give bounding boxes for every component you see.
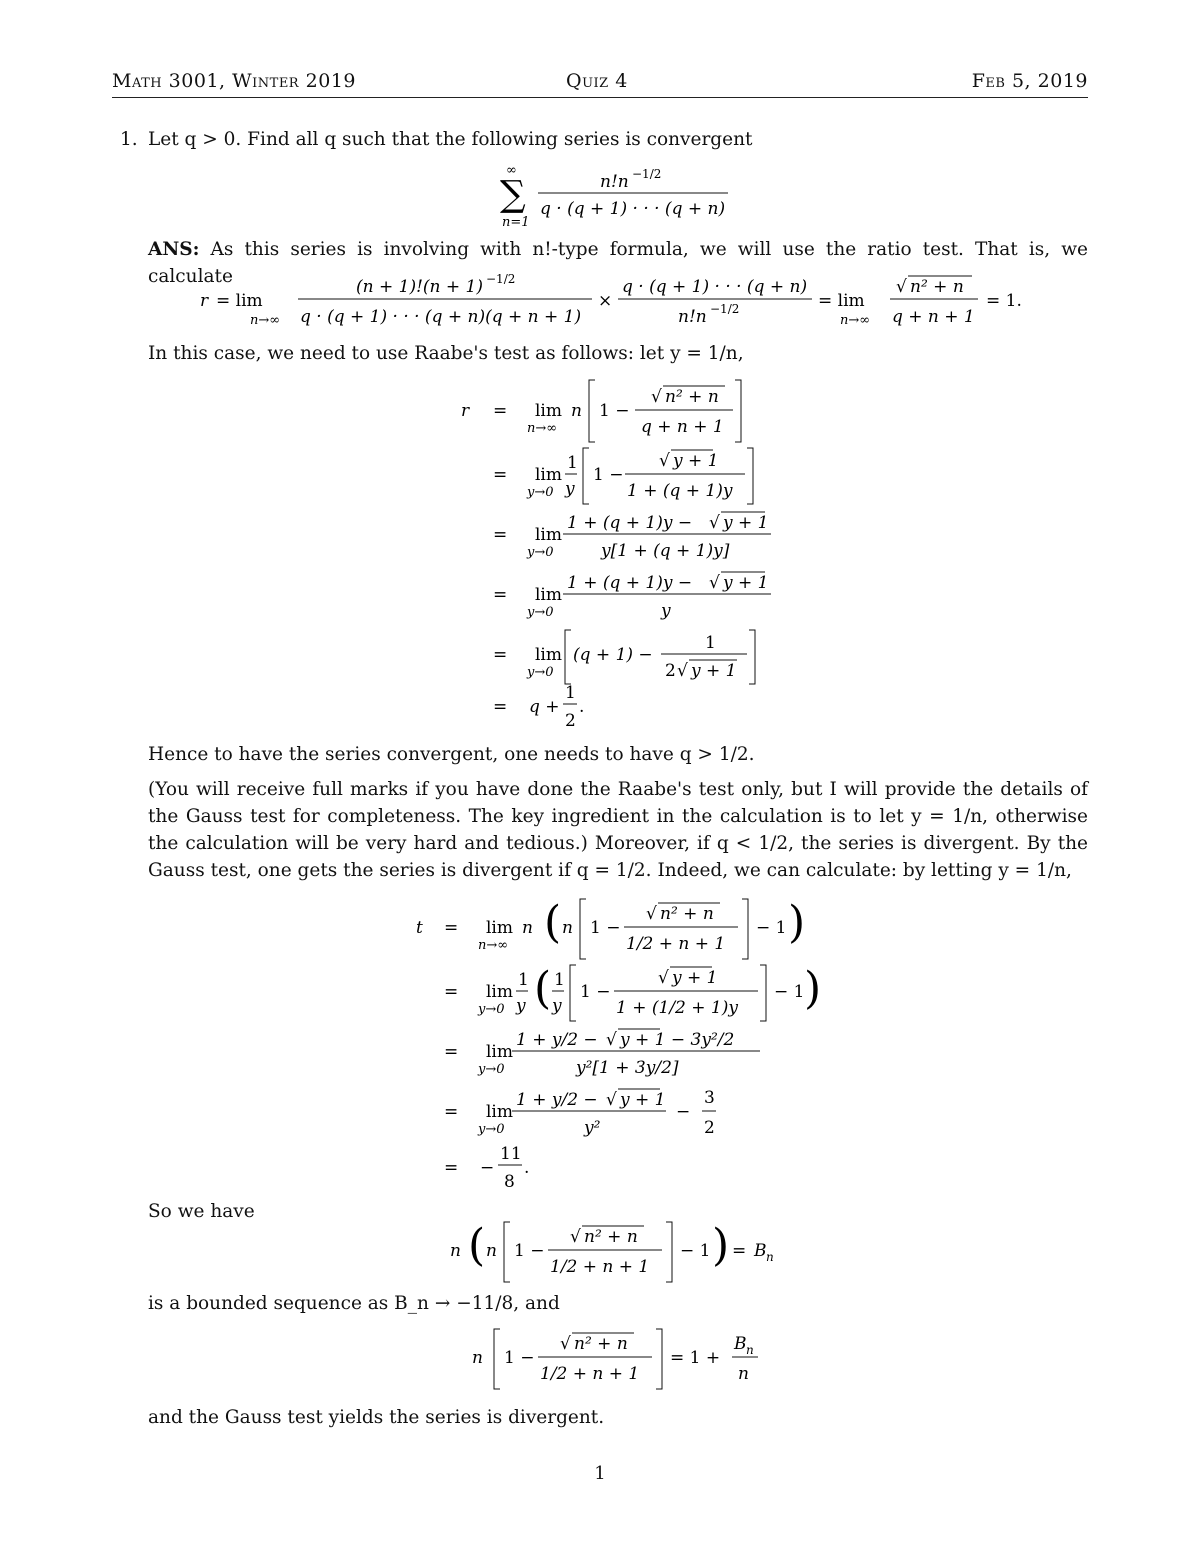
svg-text:1/2 + n + 1: 1/2 + n + 1 bbox=[626, 934, 726, 954]
svg-text:√: √ bbox=[560, 1334, 571, 1354]
svg-text:y→0: y→0 bbox=[527, 545, 554, 560]
svg-text:y + 1: y + 1 bbox=[691, 661, 737, 681]
svg-text:n→∞: n→∞ bbox=[527, 421, 558, 436]
svg-text:=: = bbox=[493, 585, 508, 605]
svg-text:q · (q + 1) · · · (q + n): q · (q + 1) · · · (q + n) bbox=[622, 277, 808, 297]
svg-text:√: √ bbox=[659, 451, 670, 471]
svg-text:= 1.: = 1. bbox=[986, 291, 1022, 311]
svg-text:q · (q + 1) · · · (q + n): q · (q + 1) · · · (q + n) bbox=[540, 199, 726, 219]
svg-text:−1/2: −1/2 bbox=[486, 272, 516, 286]
svg-text:y + 1: y + 1 bbox=[620, 1090, 666, 1110]
raabe-derivation bbox=[455, 372, 785, 737]
bn-equation bbox=[448, 1216, 798, 1286]
svg-text:y + 1: y + 1 bbox=[723, 573, 769, 593]
svg-text:=: = bbox=[444, 1042, 459, 1062]
svg-text:n² + n: n² + n bbox=[660, 904, 714, 924]
svg-text:n→∞: n→∞ bbox=[250, 313, 281, 328]
svg-text:√: √ bbox=[709, 573, 720, 593]
svg-text:n² + n: n² + n bbox=[910, 277, 964, 297]
svg-text:): ) bbox=[788, 897, 806, 948]
page-number: 1 bbox=[594, 1463, 606, 1484]
svg-text:√: √ bbox=[658, 968, 669, 988]
svg-text:1 + y/2 −: 1 + y/2 − bbox=[516, 1090, 598, 1110]
svg-text:1/2 + n + 1: 1/2 + n + 1 bbox=[540, 1364, 640, 1384]
svg-text:1 + (q + 1)y −: 1 + (q + 1)y − bbox=[567, 573, 693, 593]
svg-text:(: ( bbox=[544, 897, 562, 948]
svg-text:y²: y² bbox=[584, 1118, 601, 1138]
header-course: Math 3001, Winter 2019 bbox=[112, 70, 356, 92]
svg-text:n² + n: n² + n bbox=[574, 1334, 628, 1354]
svg-text:1 −: 1 − bbox=[593, 465, 624, 485]
svg-text:n: n bbox=[746, 1343, 754, 1357]
svg-text:2: 2 bbox=[704, 1118, 715, 1138]
svg-text:(: ( bbox=[534, 963, 552, 1014]
ratio-svg bbox=[200, 268, 1030, 332]
question-number: 1. bbox=[120, 129, 138, 150]
svg-text:n: n bbox=[486, 1241, 497, 1261]
svg-text:1/2 + n + 1: 1/2 + n + 1 bbox=[550, 1257, 650, 1277]
svg-text:q · (q + 1) · · · (q + n)(q +: q · (q + 1) · · · (q + n)(q + n + 1) bbox=[300, 307, 582, 327]
svg-text:n: n bbox=[766, 1250, 774, 1264]
svg-text:q + n + 1: q + n + 1 bbox=[892, 307, 975, 327]
svg-text:y: y bbox=[565, 479, 575, 499]
svg-text:=: = bbox=[493, 525, 508, 545]
svg-text:B: B bbox=[734, 1334, 747, 1354]
svg-text:11: 11 bbox=[500, 1144, 522, 1164]
svg-text:lim: lim bbox=[535, 585, 562, 605]
svg-text:1 + (1/2 + 1)y: 1 + (1/2 + 1)y bbox=[616, 998, 738, 1018]
svg-text:√: √ bbox=[570, 1227, 581, 1247]
svg-text:y→0: y→0 bbox=[527, 485, 554, 500]
svg-text:1 −: 1 − bbox=[590, 918, 621, 938]
svg-text:y: y bbox=[516, 996, 526, 1016]
svg-text:n² + n: n² + n bbox=[584, 1227, 638, 1247]
svg-text:n² + n: n² + n bbox=[665, 387, 719, 407]
svg-text:n: n bbox=[522, 918, 533, 938]
svg-text:n: n bbox=[571, 401, 582, 421]
series-equation bbox=[500, 160, 740, 230]
svg-text:×: × bbox=[598, 291, 613, 311]
svg-text:∞: ∞ bbox=[506, 163, 517, 178]
svg-text:lim: lim bbox=[486, 1102, 513, 1122]
svg-text:−: − bbox=[480, 1158, 495, 1178]
svg-text:): ) bbox=[804, 963, 822, 1014]
svg-text:r: r bbox=[461, 401, 470, 421]
svg-text:1 + (q + 1)y: 1 + (q + 1)y bbox=[627, 481, 733, 501]
svg-text:=: = bbox=[444, 1158, 459, 1178]
svg-text:B: B bbox=[754, 1241, 767, 1261]
svg-text:−: − bbox=[676, 1102, 691, 1122]
svg-text:= lim: = lim bbox=[216, 291, 263, 311]
svg-text:lim: lim bbox=[535, 401, 562, 421]
series-svg bbox=[500, 160, 740, 230]
svg-text:1 −: 1 − bbox=[514, 1241, 545, 1261]
svg-text:1 −: 1 − bbox=[580, 982, 611, 1002]
svg-text:.: . bbox=[579, 697, 585, 717]
svg-text:y + 1 − 3y²/2: y + 1 − 3y²/2 bbox=[620, 1030, 735, 1050]
svg-text:lim: lim bbox=[486, 918, 513, 938]
svg-text:y + 1: y + 1 bbox=[672, 968, 718, 988]
svg-text:√: √ bbox=[606, 1030, 617, 1050]
answer-label: ANS: bbox=[148, 239, 200, 260]
svg-text:n→∞: n→∞ bbox=[840, 313, 871, 328]
svg-text:y→0: y→0 bbox=[478, 1002, 505, 1017]
gauss-derivation bbox=[410, 893, 830, 1193]
svg-text:√: √ bbox=[709, 513, 720, 533]
raabe-intro: In this case, we need to use Raabe's test as follows: let y = 1/n, bbox=[148, 343, 744, 364]
gauss-svg bbox=[410, 893, 830, 1193]
svg-text:− 1: − 1 bbox=[756, 918, 787, 938]
gauss-paragraph: (You will receive full marks if you have done the Raabe's test only, but I will provide the details of the Gauss test for completeness. The key ingredient in the calculation is to let y = 1/n, otherwise the calculation will be very hard and tedious.) Moreover, if q < 1/2, the series is divergent. By the Gauss test, one gets the series is divergent if q = 1/2. Indeed, we can calculate: by letting y = 1/n, bbox=[148, 779, 1088, 881]
svg-text:=: = bbox=[493, 401, 508, 421]
svg-text:∑: ∑ bbox=[500, 174, 526, 215]
svg-text:−1/2: −1/2 bbox=[632, 167, 662, 181]
svg-text:n: n bbox=[562, 918, 573, 938]
svg-text:y²[1 + 3y/2]: y²[1 + 3y/2] bbox=[576, 1058, 679, 1078]
svg-text:(q + 1) −: (q + 1) − bbox=[573, 645, 653, 665]
svg-text:= lim: = lim bbox=[818, 291, 865, 311]
header-date: Feb 5, 2019 bbox=[971, 70, 1088, 92]
svg-text:− 1: − 1 bbox=[680, 1241, 711, 1261]
svg-text:n: n bbox=[738, 1364, 749, 1384]
svg-text:8: 8 bbox=[504, 1172, 515, 1192]
svg-text:n!n: n!n bbox=[600, 172, 629, 192]
svg-text:n→∞: n→∞ bbox=[478, 938, 509, 953]
svg-text:=: = bbox=[444, 918, 459, 938]
svg-text:1: 1 bbox=[705, 633, 716, 653]
svg-text:1: 1 bbox=[567, 453, 578, 473]
svg-text:√: √ bbox=[896, 277, 907, 297]
final-text: and the Gauss test yields the series is divergent. bbox=[148, 1407, 605, 1428]
svg-text:n: n bbox=[472, 1348, 483, 1368]
svg-text:lim: lim bbox=[535, 465, 562, 485]
svg-text:y + 1: y + 1 bbox=[723, 513, 769, 533]
svg-text:): ) bbox=[712, 1220, 730, 1271]
answer-intro-text: As this series is involving with n!-type formula, we will use the ratio test. That is, we calculate bbox=[148, 239, 1088, 287]
svg-text:y: y bbox=[661, 601, 671, 621]
svg-text:y→0: y→0 bbox=[527, 665, 554, 680]
svg-text:2: 2 bbox=[665, 661, 676, 681]
svg-text:n!n: n!n bbox=[678, 307, 707, 327]
svg-text:q + n + 1: q + n + 1 bbox=[641, 417, 724, 437]
svg-text:r: r bbox=[200, 291, 209, 311]
raabe-svg bbox=[455, 372, 785, 737]
svg-text:1: 1 bbox=[518, 970, 529, 990]
svg-text:lim: lim bbox=[535, 525, 562, 545]
so-we-have: So we have bbox=[148, 1201, 255, 1222]
svg-text:lim: lim bbox=[486, 982, 513, 1002]
svg-text:n: n bbox=[450, 1241, 461, 1261]
svg-text:=: = bbox=[444, 982, 459, 1002]
svg-text:=: = bbox=[493, 645, 508, 665]
svg-text:y[1 + (q + 1)y]: y[1 + (q + 1)y] bbox=[601, 541, 730, 561]
svg-text:− 1: − 1 bbox=[774, 982, 805, 1002]
svg-text:y→0: y→0 bbox=[478, 1062, 505, 1077]
svg-text:.: . bbox=[524, 1158, 530, 1178]
bounded-text: is a bounded sequence as B_n → −11/8, and bbox=[148, 1293, 560, 1314]
svg-text:= 1 +: = 1 + bbox=[670, 1348, 721, 1368]
svg-text:q +: q + bbox=[529, 697, 560, 717]
svg-text:=: = bbox=[732, 1241, 747, 1261]
svg-text:1: 1 bbox=[554, 970, 565, 990]
svg-text:=: = bbox=[493, 465, 508, 485]
svg-text:lim: lim bbox=[486, 1042, 513, 1062]
svg-text:t: t bbox=[416, 918, 423, 938]
svg-text:1: 1 bbox=[565, 683, 576, 703]
svg-text:y: y bbox=[552, 996, 562, 1016]
question-text: Let q > 0. Find all q such that the following series is convergent bbox=[148, 129, 753, 150]
header-rule bbox=[112, 97, 1088, 98]
svg-text:1 −: 1 − bbox=[504, 1348, 535, 1368]
svg-text:lim: lim bbox=[535, 645, 562, 665]
svg-text:=: = bbox=[444, 1102, 459, 1122]
header-title: Quiz 4 bbox=[566, 70, 628, 92]
svg-text:√: √ bbox=[646, 904, 657, 924]
final-svg bbox=[470, 1323, 770, 1393]
svg-text:n=1: n=1 bbox=[502, 215, 530, 230]
svg-text:3: 3 bbox=[704, 1088, 715, 1108]
svg-text:y→0: y→0 bbox=[478, 1122, 505, 1137]
svg-text:y + 1: y + 1 bbox=[673, 451, 719, 471]
svg-text:−1/2: −1/2 bbox=[710, 302, 740, 316]
svg-text:(n + 1)!(n + 1): (n + 1)!(n + 1) bbox=[356, 277, 483, 297]
svg-text:1 + (q + 1)y −: 1 + (q + 1)y − bbox=[567, 513, 693, 533]
ratio-equation bbox=[200, 268, 1030, 332]
svg-text:√: √ bbox=[677, 661, 688, 681]
final-equation bbox=[470, 1323, 770, 1393]
bn-svg bbox=[448, 1216, 798, 1286]
svg-text:(: ( bbox=[468, 1220, 486, 1271]
svg-text:y→0: y→0 bbox=[527, 605, 554, 620]
svg-text:2: 2 bbox=[565, 711, 576, 731]
svg-text:1 −: 1 − bbox=[599, 401, 630, 421]
svg-text:√: √ bbox=[651, 387, 662, 407]
svg-text:√: √ bbox=[606, 1090, 617, 1110]
raabe-conclusion: Hence to have the series convergent, one needs to have q > 1/2. bbox=[148, 744, 755, 765]
svg-text:1 + y/2 −: 1 + y/2 − bbox=[516, 1030, 598, 1050]
svg-text:=: = bbox=[493, 697, 508, 717]
